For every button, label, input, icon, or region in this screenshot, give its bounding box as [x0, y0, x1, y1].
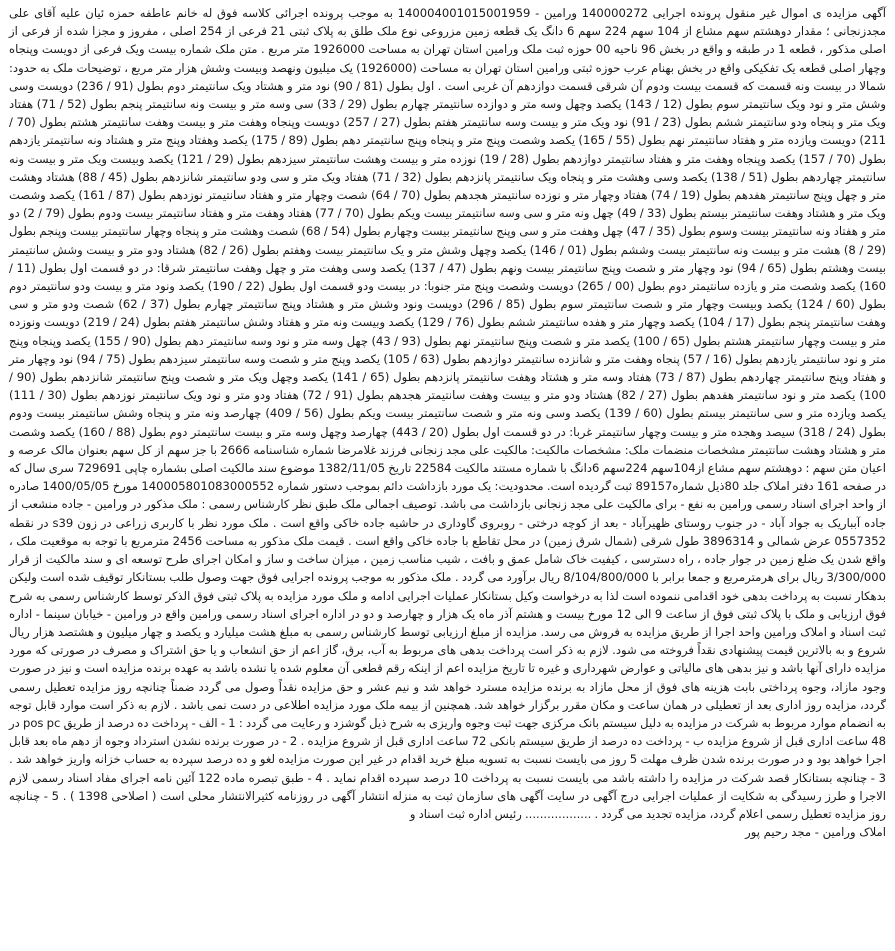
notice-signature: املاک ورامین - مجد رحیم پور — [745, 825, 886, 840]
auction-notice-body: آگهی مزایده ی اموال غیر منقول پرونده اجرایی 140000272 ورامین - 140004001015001959 به موجب پرونده اجرائی کلاسه فوق له خانم عاطفه حمزه ئیان علیه آقای علی مجدزنجانی ؛ مقدار دوهشتم سهم مشاع از 104 سهم 224 سهم 6 دانگ یک قطعه زمین مزروعی نوع ملک طلق به پلاک ثبتی 21 فرعی از 254 اصلی ، مفروز و مجزا شده از فرعی از اصلی مذکور ، قطعه 1 در طبقه و واقع در بخش 96 ناحیه 00 حوزه ثبت ملک ورامین استان تهران به مساحت 1926000 متر مربع . متن ملک شماره بیست ویک فرعی از دویست وپنجاه وچهار اصلی قطعه یک تفکیکی واقع در بخش بهنام عرب حوزه ثبتی ورامین استان تهران به مساحت (1926000) یک میلیون ونهصد وبیست وشش هزار متر مربع ، توضیحات ملک به حدود: شمالا در بیست ونه قسمت که قسمت بیست ودوم آن شرقی قسمت دوازدهم آن غربی است . اول بطول (81 / 90) نود متر و هشتاد ویک سانتیمتر دوم بطول (91 / 236) دویست وسی وشش متر و نود ویک سانتیمتر سوم بطول (12 / 143) یکصد وچهل وسه متر و دوازده سانتیمتر چهارم بطول (29 / 33) سی وسه متر و بیست ونه سانتیمتر پنجم بطول (52 / 71) هفتاد ویک متر و پنجاه ودو سانتیمتر ششم بطول (23 / 91) نود ویک متر و بیست وسه سانتیمتر هفتم بطول (27 / 257) دویست وپنجاه وهفت متر و بیست وهفت سانتیمتر هشتم بطول (70 / 211) دویست ویازده متر و هفتاد سانتیمتر نهم بطول (55 / 165) یکصد وشصت وپنج متر و پنجاه وپنج سانتیمتر دهم بطول (89 / 175) یکصد وهفتاد وپنج متر و هشتاد ونه سانتیمتر یازدهم بطول (70 / 157) یکصد وپنجاه وهفت متر و هفتاد سانتیمتر دوازدهم بطول (28 / 19) نوزده متر و بیست وهشت سانتیمتر سیزدهم بطول (29 / 121) یکصد وبیست ویک متر و بیست ونه سانتیمتر چهاردهم بطول (51 / 138) یکصد وسی وهشت متر و پنجاه ویک سانتیمتر پانزدهم بطول (32 / 71) هفتاد ویک متر و سی ودو سانتیمتر شانزدهم بطول (45 / 88) هشتاد وهشت متر و چهل وپنج سانتیمتر هفدهم بطول (19 / 74) هفتاد وچهار متر و نوزده سانتیمتر هجدهم بطول (70 / 64) شصت وچهار متر و هفتاد سانتیمتر نوزدهم بطول (87 / 161) یکصد وشصت ویک متر و هشتاد وهفت سانتیمتر بیستم بطول (33 / 49) چهل ونه متر و سی وسه سانتیمتر بیست ویکم بطول (70 / 77) هفتاد وهفت متر و هفتاد سانتیمتر بیست ودوم بطول (79 / 2) دو متر و هفتاد ونه سانتیمتر بیست وسوم بطول (35 / 47) چهل وهفت متر و سی وپنج سانتیمتر بیست وچهارم بطول (54 / 68) شصت وهشت متر و پنجاه وچهار سانتیمتر بیست وپنجم بطول (29 / 8) هشت متر و بیست ونه سانتیمتر بیست وششم بطول (01 / 146) یکصد وچهل وشش متر و یک سانتیمتر بیست وهفتم بطول (26 / 82) هشتاد ودو متر و بیست وشش سانتیمتر بیست وهشتم بطول (65 / 94) نود وچهار متر و شصت وپنج سانتیمتر بیست ونهم بطول (47 / 137) یکصد وسی وهفت متر و چهل وهفت سانتیمتر شرقا: در دو قسمت اول بطول (11 / 160) یکصد وشصت متر و یازده سانتیمتر دوم بطول (00 / 265) دویست وشصت وپنج متر جنوبا: در بیست ودو قسمت اول بطول (22 / 190) یکصد ونود متر و بیست ودو سانتیمتر دوم بطول (60 / 124) یکصد وبیست وچهار متر و شصت سانتیمتر سوم بطول (85 / 296) دویست ونود وشش متر و هشتاد وپنج سانتیمتر چهارم بطول (37 / 62) شصت ودو متر و سی وهفت سانتیمتر پنجم بطول (17 / 104) یکصد وچهار متر و هفده سانتیمتر ششم بطول (76 / 129) یکصد وبیست ونه متر و هفتاد وشش سانتیمتر هفتم بطول (24 / 219) دویست ونوزده متر و بیست وچهار سانتیمتر هشتم بطول (65 / 100) یکصد متر و شصت وپنج سانتیمتر نهم بطول (93 / 43) چهل وسه متر و نود وسه سانتیمتر دهم بطول (90 / 155) یکصد وپنجاه وپنج متر و نود سانتیمتر یازدهم بطول (16 / 57) پنجاه وهفت متر و شانزده سانتیمتر دوازدهم بطول (63 / 105) یکصد وپنج متر و شصت وسه سانتیمتر سیزدهم بطول (75 / 94) نود وچهار متر و هفتاد وپنج سانتیمتر چهاردهم بطول (87 / 73) هفتاد وسه متر و هشتاد وهفت سانتیمتر پانزدهم بطول (65 / 141) یکصد وچهل ویک متر و شصت وپنج سانتیمتر شانزدهم بطول (90 / 100) یکصد متر و نود سانتیمتر هفدهم بطول (27 / 82) هشتاد ودو متر و بیست وهفت سانتیمتر هجدهم بطول (91 / 72) هفتاد ودو متر و نود ویک سانتیمتر نوزدهم بطول (30 / 111) یکصد ویازده متر و سی سانتیمتر بیستم بطول (60 / 139) یکصد وسی ونه متر و شصت سانتیمتر بیست ویکم بطول (56 / 409) چهارصد ونه متر و پنجاه وشش سانتیمتر بیست ودوم بطول (24 / 318) سیصد وهجده متر و بیست وچهار سانتیمتر غربا: در دو قسمت اول بطول (20 / 443) چهارصد وچهل وسه متر و بیست سانتیمتر دوم بطول (88 / 160) یکصد وشصت متر و هشتاد وهشت سانتیمتر مشخصات منضمات ملک: مشخصات مالکیت: مالکیت علی مجد زنجانی فرزند غلامرضا شماره شناسنامه 2666 با جز سهم از کل سهم بعنوان مالک عرصه و اعیان متن سهم : دوهشتم سهم مشاع از104سهم 224سهم 6دانگ با شماره مستند مالکیت 22584 تاریخ 1382/11/05 موضوع سند مالکیت اصلی بشماره چاپی 729691 سری سال که در صفحه 161 دفتر املاک جلد 80ذیل شماره89157 ثبت گردیده است. محدودیت: یک مورد بازداشت دائم بموجب دستور شماره 140005801083000552 مورخ 1400/05/05 صادره از واحد اجرای اسناد رسمی ورامین به نفع - برای مالکیت علی مجد زنجانی بازداشت می باشد. توصیف اجمالی ملک طبق نظر کارشناس رسمی : ملک مذکور در ورامین - جاده منشعب از جاده آبباریک به جواد آباد - در جنوب روستای ظهیرآباد - بعد از کوچه درختی - روبروی گاوداری در حاشیه جاده خاکی واقع است . ملک مورد نظر با کاربری زراعی در زون s39 در نقطه 0557352 عرض شمالی و 3896314 طول شرقی (شمال شرق زمین) در محل تقاطع با جاده خاکی واقع است . قیمت ملک مذکور به مساحت 2456 مترمربع با توجه به موقعیت ملک ، واقع شدن یک ضلع زمین در جوار جاده ، راه دسترسی ، کیفیت خاک شامل عمق و بافت ، شیب مناسب زمین ، میزان ساخت و ساز و امکان اجرای طرح توسعه ای و سند مالکیت از قرار 3/300/000 ریال برای هرمترمربع و جمعا برابر با 8/104/800/000 ریال برآورد می گردد . ملک مذکور به موجب پرونده اجرایی فوق جهت وصول طلب بستانکار توقیف شده است ولیکن بدهکار نسبت به پرداخت بدهی خود اقدامی ننموده است لذا به درخواست وکیل بستانکار عملیات اجرایی ادامه و ملک مورد مزایده به پلاک ثبتی فوق الذکر توسط کارشناس رسمی به شرح فوق ارزیابی و ملک با پلاک ثبتی فوق از ساعت 9 الی 12 مورخ بیست و هشتم آذر ماه یک هزار و چهارصد و دو در اداره اجرای اسناد رسمی ورامین واقع در ورامین - خیابان سینما - اداره ثبت اسناد و املاک ورامین واحد اجرا از طریق مزایده به فروش می رسد. مزایده از مبلغ ارزیابی توسط کارشناس رسمی به مبلغ هشت میلیارد و یکصد و چهار میلیون و هشتصد هزار ریال شروع و به بالاترین قیمت پیشنهادی نقداً فروخته می شود. لازم به ذکر است پرداخت بدهی های مربوط به آب، برق، گاز اعم از حق انشعاب و یا حق اشتراک و مصرف در صورتی که مورد مزایده دارای آنها باشد و نیز بدهی های مالیاتی و عوارض شهرداری و غیره تا تاریخ مزایده اعم از اینکه رقم قطعی آن معلوم شده یا نشده باشد به عهده برنده مزایده است و نیز در صورت وجود مازاد، وجوه پرداختی بابت هزینه های فوق از محل مازاد به برنده مزایده مسترد خواهد شد و نیم عشر و حق مزایده نقداً وصول می گردد ضمناً چنانچه روز مزایده تعطیل رسمی گردد، مزایده روز اداری بعد از تعطیلی در همان ساعت و مکان مقرر برگزار خواهد شد. همچنین از بیمه ملک مورد مزایده اطلاعی در دست نمی باشد . لازم به ذکر است موارد قابل توجه به انضمام موارد مربوط به شرکت در مزایده به دلیل سیستم بانک مرکزی جهت ثبت وجوه واریزی به شرح ذیل گوشزد و رعایت می گردد : 1 - الف - پرداخت ده درصد از طریق pos pc در 48 ساعت اداری قبل از شروع مزایده ب - پرداخت ده درصد از طریق سیستم بانکی 72 ساعت اداری قبل از شروع مزایده . 2 - در صورت برنده نشدن استرداد وجوه از دهم ماه بعد قابل اجرا خواهد بود و در صورت برنده شدن ظرف مهلت 5 روز می بایست نسبت به تسویه مبلغ خرید اقدام در غیر این صورت مزایده لغو و ده درصد سپرده به حساب خزانه واریز خواهد شد . 3 - چنانچه بستانکار قصد شرکت در مزایده را داشته باشد می بایست نسبت به پرداخت 10 درصد سپرده اقدام نماید . 4 - طبق تبصره ماده 122 آئین نامه اجرای مفاد اسناد رسمی لازم الاجرا و طرز رسیدگی به شکایت از عملیات اجرایی درج آگهی در سایت آگهی های سازمان ثبت به منزله انتشار آگهی در روزنامه کثیرالانتشار محلی است ( اصلاحی 1398 ) . 5 - چنانچه روز مزایده تعطیل رسمی اعلام گردد، مزایده تجدید می گردد . .................. رئیس اداره ثبت اسناد و — [9, 6, 887, 821]
